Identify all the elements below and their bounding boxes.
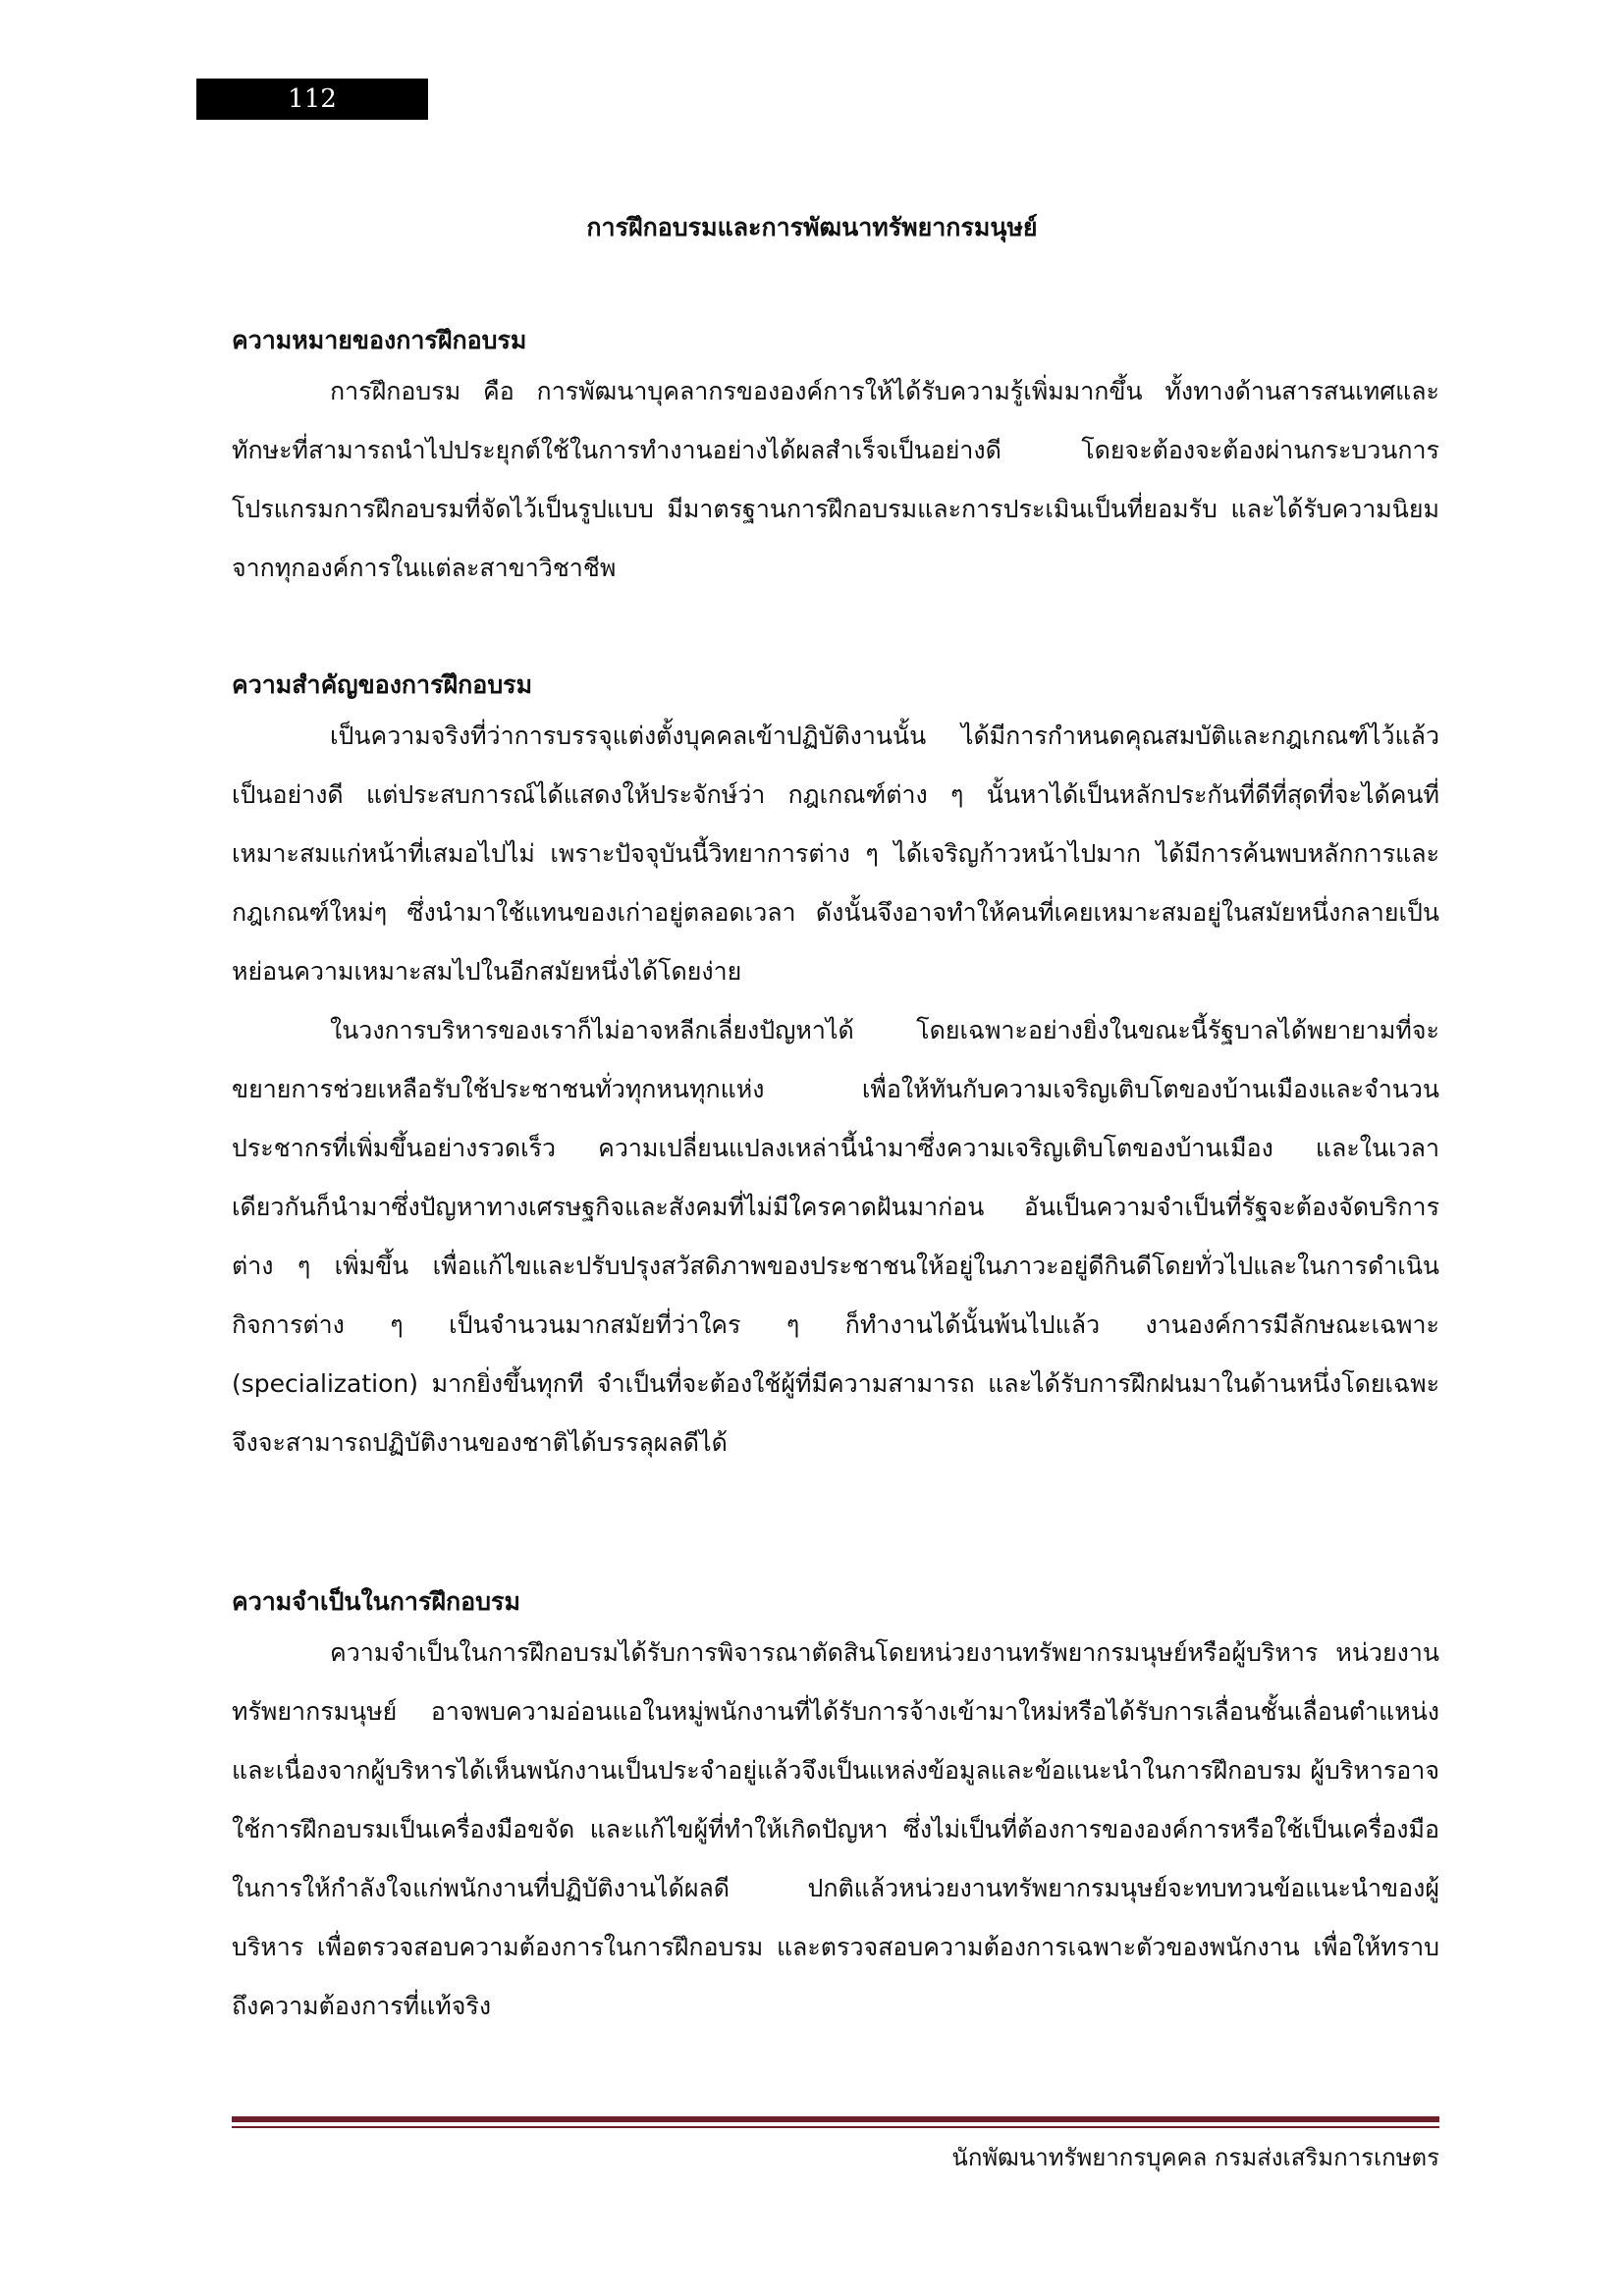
document-title: การฝึกอบรมและการพัฒนาทรัพยากรมนุษย์	[586, 213, 1038, 241]
paragraph: เป็นความจริงที่ว่าการบรรจุแต่งตั้งบุคคลเข้าปฏิบัติงานนั้น ได้มีการกำหนดคุณสมบัติและกฎเกณฑ์ไว้แล้วเป็นอย่างดี แต่ประสบการณ์ได้แสดงให้ประจักษ์ว่า กฎเกณฑ์ต่าง ๆ นั้นหาได้เป็นหลักประกันที่ดีที่สุดที่จะได้คนที่เหมาะสมแก่หน้าที่เสมอไปไม่ เพราะปัจจุบันนี้วิทยาการต่าง ๆ ได้เจริญก้าวหน้าไปมาก ได้มีการค้นพบหลักการและกฎเกณฑ์ใหม่ๆ ซึ่งนำมาใช้แทนของเก่าอยู่ตลอดเวลา ดังนั้นจึงอาจทำให้คนที่เคยเหมาะสมอยู่ในสมัยหนึ่งกลายเป็นหย่อนความเหมาะสมไปในอีกสมัยหนึ่งได้โดยง่าย	[232, 721, 1439, 986]
footer-divider	[232, 2116, 1439, 2122]
section-training-meaning	[232, 319, 1439, 598]
footer-divider-thin	[232, 2126, 1439, 2128]
section-heading: ความจำเป็นในการฝึกอบรม	[232, 1587, 520, 1616]
page-number: 112	[196, 79, 428, 120]
paragraph: ความจำเป็นในการฝึกอบรมได้รับการพิจารณาตัดสินโดยหน่วยงานทรัพยากรมนุษย์หรือผู้บริหาร หน่วยงานทรัพยากรมนุษย์ อาจพบความอ่อนแอในหมู่พนักงานที่ได้รับการจ้างเข้ามาใหม่หรือได้รับการเลื่อนชั้นเลื่อนตำแหน่ง และเนื่องจากผู้บริหารได้เห็นพนักงานเป็นประจำอยู่แล้วจึงเป็นแหล่งข้อมูลและข้อแนะนำในการฝึกอบรม ผู้บริหารอาจใช้การฝึกอบรมเป็นเครื่องมือขจัด และแก้ไขผู้ที่ทำให้เกิดปัญหา ซึ่งไม่เป็นที่ต้องการขององค์การหรือใช้เป็นเครื่องมือในการให้กำลังใจแก่พนักงานที่ปฏิบัติงานได้ผลดี ปกติแล้วหน่วยงานทรัพยากรมนุษย์จะทบทวนข้อแนะนำของผู้บริหาร เพื่อตรวจสอบความต้องการในการฝึกอบรม และตรวจสอบความต้องการเฉพาะตัวของพนักงาน เพื่อให้ทราบถึงความต้องการที่แท้จริง	[232, 1638, 1439, 2020]
footer-organization: นักพัฒนาทรัพยากรบุคคล กรมส่งเสริมการเกษตร	[951, 2144, 1439, 2171]
section-heading: ความสำคัญของการฝึกอบรม	[232, 670, 533, 699]
section-training-importance	[232, 664, 1439, 1472]
section-heading: ความหมายของการฝึกอบรม	[232, 326, 527, 354]
paragraph: ในวงการบริหารของเราก็ไม่อาจหลีกเลี่ยงปัญหาได้ โดยเฉพาะอย่างยิ่งในขณะนี้รัฐบาลได้พยายามที่จะขยายการช่วยเหลือรับใช้ประชาชนทั่วทุกหนทุกแห่ง เพื่อให้ทันกับความเจริญเติบโตของบ้านเมืองและจำนวนประชากรที่เพิ่มขึ้นอย่างรวดเร็ว ความเปลี่ยนแปลงเหล่านี้นำมาซึ่งความเจริญเติบโตของบ้านเมือง และในเวลาเดียวกันก็นำมาซึ่งปัญหาทางเศรษฐกิจและสังคมที่ไม่มีใครคาดฝันมาก่อน อันเป็นความจำเป็นที่รัฐจะต้องจัดบริการต่าง ๆ เพิ่มขึ้น เพื่อแก้ไขและปรับปรุงสวัสดิภาพของประชาชนให้อยู่ในภาวะอยู่ดีกินดีโดยทั่วไปและในการดำเนินกิจการต่าง ๆ เป็นจำนวนมากสมัยที่ว่าใคร ๆ ก็ทำงานได้นั้นพ้นไปแล้ว งานองค์การมีลักษณะเฉพาะ (specialization) มากยิ่งขึ้นทุกที จำเป็นที่จะต้องใช้ผู้ที่มีความสามารถ และได้รับการฝึกฝนมาในด้านหนึ่งโดยเฉพะจึงจะสามารถปฏิบัติงานของชาติได้บรรลุผลดีได้	[232, 1016, 1439, 1457]
paragraph: การฝึกอบรม คือ การพัฒนาบุคลากรขององค์การให้ได้รับความรู้เพิ่มมากขึ้น ทั้งทางด้านสารสนเทศและทักษะที่สามารถนำไปประยุกต์ใช้ในการทำงานอย่างได้ผลสำเร็จเป็นอย่างดี โดยจะต้องจะต้องผ่านกระบวนการโปรแกรมการฝึกอบรมที่จัดไว้เป็นรูปแบบ มีมาตรฐานการฝึกอบรมและการประเมินเป็นที่ยอมรับ และได้รับความนิยมจากทุกองค์การในแต่ละสาขาวิชาชีพ	[232, 377, 1439, 582]
section-training-necessity	[232, 1580, 1439, 2036]
